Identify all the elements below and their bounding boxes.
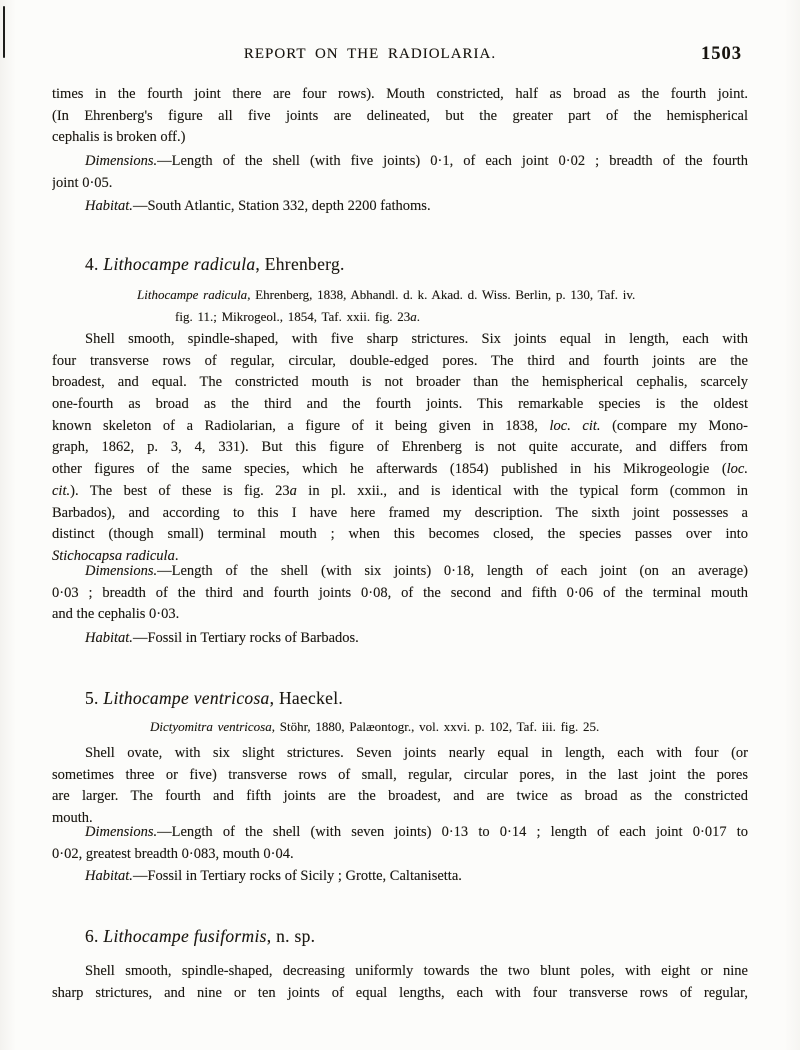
text: 0·02, greatest breadth 0·083, mouth 0·04. [52, 845, 294, 862]
text-line [52, 866, 748, 888]
italic-text: Lithocampe fusiformis [103, 926, 267, 946]
text: known skeleton of a Radiolarian, a figure of it being given in 1838, [52, 417, 550, 434]
text: Shell ovate, with six slight strictures. Seven joints nearly equal in length, each with four (or [85, 745, 748, 761]
text-line [52, 84, 748, 106]
text: Barbados), and according to this I have here framed my description. The sixth joint possesses a [52, 504, 748, 521]
text-line [52, 351, 748, 373]
dimensions-paragraph-3 [52, 151, 748, 194]
description-paragraph-5 [52, 743, 748, 830]
italic-text: Dimensions. [85, 153, 158, 169]
text-line [52, 173, 748, 195]
text-line [52, 372, 748, 394]
italic-text: Lithocampe ventricosa [103, 688, 270, 708]
text: graph, 1862, p. 3, 4, 331). But this figure of Ehrenberg is not quite accurate, and differs from [52, 439, 748, 456]
text-line [52, 561, 748, 583]
species-heading-6 [85, 924, 315, 949]
continuation-paragraph [52, 84, 748, 149]
italic-text: Lithocampe radicula [137, 287, 248, 302]
text-line [52, 481, 748, 503]
dimensions-paragraph-5 [52, 822, 748, 865]
description-paragraph-6 [52, 961, 748, 1004]
text: (In Ehrenberg's figure all five joints are delineated, but the greater part of the hemispherical [52, 107, 748, 124]
italic-text: Dimensions. [85, 824, 158, 840]
italic-text: Dictyomitra ventricosa [150, 719, 272, 734]
text-line [52, 106, 748, 128]
italic-text: Lithocampe radicula [103, 254, 256, 274]
description-paragraph-4 [52, 329, 748, 568]
text-line [150, 716, 748, 738]
text-line [52, 394, 748, 416]
citation-5 [52, 716, 748, 738]
text: —Length of the shell (with six joints) 0·18, length of each joint (on an average) [157, 563, 748, 579]
text: , Ehrenberg, 1838, Abhandl. d. k. Akad. d. Wiss. Berlin, p. 130, Taf. iv. [247, 287, 636, 302]
italic-text: Habitat. [85, 868, 133, 884]
text-line [52, 151, 748, 173]
text-line [52, 822, 748, 844]
italic-text: a [289, 482, 297, 499]
text: sharp strictures, and nine or ten joints of equal lengths, each with four transverse rows of regular, [52, 984, 748, 1001]
text-line [52, 196, 748, 218]
text: —South Atlantic, Station 332, depth 2200 fathoms. [132, 198, 431, 214]
text: —Fossil in Tertiary rocks of Sicily ; Grotte, Caltanisetta. [132, 868, 462, 884]
habitat-paragraph-5 [52, 866, 748, 888]
text-line [52, 459, 748, 481]
text-line [52, 786, 748, 808]
text-line [175, 306, 748, 328]
text: Shell smooth, spindle-shaped, decreasing uniformly towards the two blunt poles, with eight or nine [85, 963, 748, 979]
text: . [174, 547, 179, 564]
text: one-fourth as broad as the third and the fourth joints. This remarkable species is the oldest [52, 396, 748, 413]
text: are larger. The fourth and fifth joints are the broadest, and are twice as broad as the constricted [52, 788, 748, 805]
text: four transverse rows of regular, circular, double-edged pores. The third and fourth joints are the [52, 352, 748, 369]
text-line [52, 844, 748, 866]
italic-text: loc. cit. [549, 417, 601, 434]
text: cephalis is broken off.) [52, 129, 186, 146]
text: and the cephalis 0·03. [52, 606, 180, 623]
text: other figures of the same species, which he afterwards (1854) published in his Mikrogeologie ( [52, 461, 727, 478]
text: in pl. xxii., and is identical with the typical form (common in [296, 482, 748, 499]
text: , Stöhr, 1880, Palæontogr., vol. xxvi. p. 102, Taf. iii. fig. 25. [271, 719, 600, 734]
text-line [52, 437, 748, 459]
italic-text: a [410, 309, 417, 324]
text-line [52, 503, 748, 525]
text: —Fossil in Tertiary rocks of Barbados. [132, 630, 359, 646]
text-line [52, 765, 748, 787]
species-heading-4 [85, 252, 345, 277]
species-heading-5 [85, 686, 343, 711]
text-line [52, 416, 748, 438]
italic-text: loc. [726, 461, 748, 478]
text: (compare my Mono- [600, 417, 748, 434]
text: ). The best of these is fig. 23 [70, 482, 290, 499]
text-line [52, 127, 748, 149]
text-line [52, 743, 748, 765]
italic-text: Habitat. [85, 630, 133, 646]
text-line [52, 524, 748, 546]
text: sometimes three or five) transverse rows of small, regular, circular pores, in the last joint the pores [52, 766, 748, 783]
citation-4 [52, 284, 748, 328]
italic-text: Dimensions. [85, 563, 158, 579]
text: —Length of the shell (with seven joints) 0·13 to 0·14 ; length of each joint 0·017 to [157, 824, 748, 840]
text-line [52, 329, 748, 351]
text-line [137, 284, 748, 306]
text: times in the fourth joint there are four rows). Mouth constricted, half as broad as the fourth joint. [52, 86, 748, 102]
text: broadest, and equal. The constricted mouth is not broader than the hemispherical cephalis, scarcely [52, 374, 748, 391]
habitat-paragraph-3 [52, 196, 748, 218]
text: , n. sp. [266, 926, 316, 946]
habitat-paragraph-4 [52, 628, 748, 650]
text: joint 0·05. [52, 174, 113, 191]
text-line [52, 983, 748, 1005]
page-number: 1503 [701, 44, 742, 64]
text: . [416, 309, 421, 324]
text: 5. [85, 688, 104, 708]
text: distinct (though small) terminal mouth ; when this becomes closed, the species passes over into [52, 526, 748, 543]
text-line [52, 961, 748, 983]
text: mouth. [52, 810, 93, 827]
text: 0·03 ; breadth of the third and fourth joints 0·08, of the second and fifth 0·06 of the terminal mouth [52, 584, 748, 601]
text: 6. [85, 926, 104, 946]
text-line [52, 628, 748, 650]
text: Shell smooth, spindle-shaped, with five sharp strictures. Six joints equal in length, each with [85, 331, 748, 347]
dimensions-paragraph-4 [52, 561, 748, 626]
text: fig. 11.; Mikrogeol., 1854, Taf. xxii. fig. 23 [175, 309, 411, 324]
running-title: REPORT ON THE RADIOLARIA. [243, 46, 497, 62]
text-line [52, 583, 748, 605]
italic-text: Habitat. [85, 198, 133, 214]
text-line [52, 604, 748, 626]
italic-text: cit. [52, 482, 71, 499]
text: , Ehrenberg. [255, 254, 345, 274]
text: , Haeckel. [269, 688, 344, 708]
text: 4. [85, 254, 104, 274]
italic-text: Stichocapsa radicula [52, 547, 175, 564]
text: —Length of the shell (with five joints) 0·1, of each joint 0·02 ; breadth of the fourth [157, 153, 748, 169]
